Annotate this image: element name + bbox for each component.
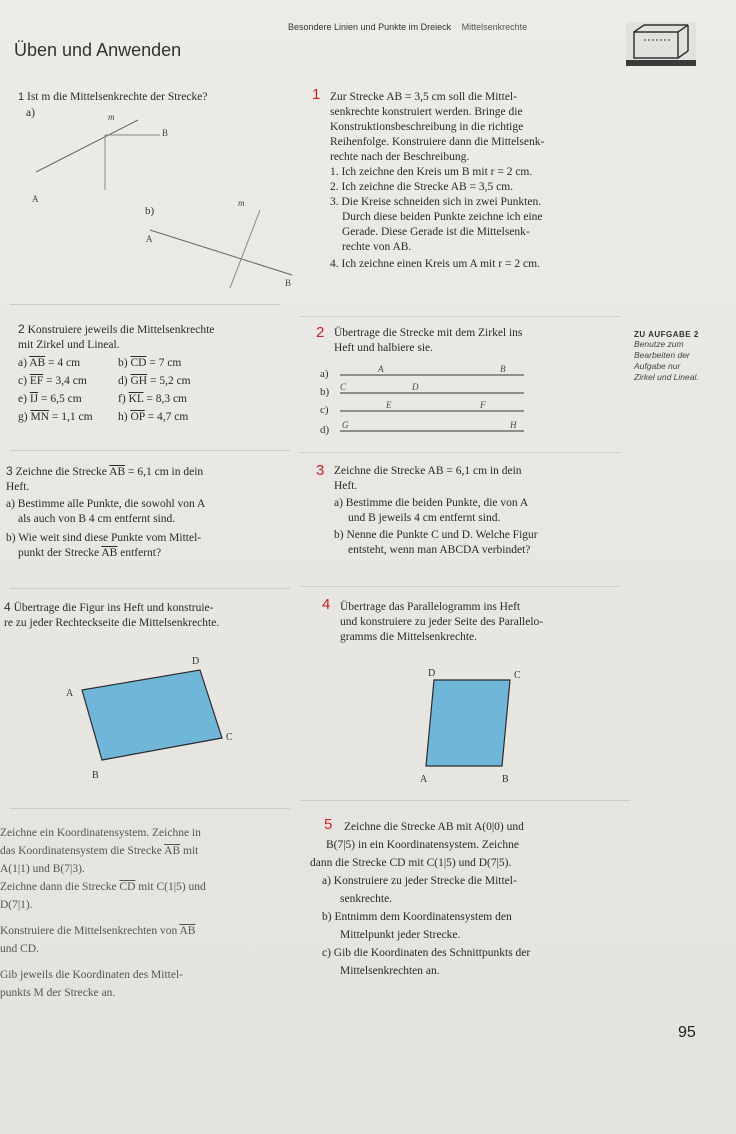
left-ex2-number: 2 — [18, 322, 25, 336]
left-ex3-b1: b) Wie weit sind diese Punkte vom Mittel- — [6, 532, 202, 544]
left-ex4-number: 4 — [4, 600, 11, 614]
svg-text:m: m — [238, 198, 245, 208]
left-ex4-c-label: C — [226, 732, 233, 743]
left-ex2-line1: Konstruiere jeweils die Mittelsenkrechte — [27, 324, 215, 336]
left-ex1-a-point: A — [32, 194, 39, 204]
right-ex2-segments — [318, 362, 538, 440]
left-ex5-line9: punkts M der Strecke an. — [0, 987, 116, 999]
svg-text:H: H — [510, 420, 517, 430]
page-number: 95 — [678, 1024, 696, 1041]
side-note-heading: ZU AUFGABE 2 — [634, 330, 699, 339]
left-ex4-a-label: A — [66, 688, 74, 699]
chapter-title: Besondere Linien und Punkte im Dreieck — [288, 22, 452, 32]
right-ex2-number: 2 — [316, 324, 325, 341]
chapter-header — [288, 22, 527, 32]
svg-text:A: A — [378, 364, 384, 374]
left-ex2 — [18, 322, 298, 353]
svg-text:B: B — [285, 278, 292, 288]
right-ex5: Zeichne die Strecke AB mit A(0|0) und B(7|5) in ein Koordinatensystem. Zeichne dann die Strecke CD mit C(1|5) und D(7|5). a) Konstruiere zu jeder Strecke die Mittel- senkrechte. b) Entnimm dem Koordinatensystem den Mittelpunkt jeder Strecke. c) Gib die Koordinaten des Schnittpunkts der Mittelsenkrechten an. — [310, 821, 531, 977]
left-ex2-item-a: a) $\overline{AB} = 4$ cm — [18, 357, 81, 369]
right-ex4: Übertrage das Parallelogramm ins Heft und konstruiere zu jeder Seite des Parallelo- gramms die Mittelsenkrechte. — [340, 601, 544, 643]
right-ex4-parallelogram-figure — [414, 666, 544, 790]
left-ex2-item-e: e) $\overline{IJ} = 6,5$ cm — [18, 393, 82, 405]
svg-text:d): d) — [320, 424, 330, 436]
left-ex4-d-label: D — [192, 656, 200, 667]
svg-text:c): c) — [320, 404, 329, 416]
left-ex4: 4 Übertrage die Figur ins Heft und konstruie- re zu jeder Rechteckseite die Mittelsenkrechte. — [4, 600, 304, 631]
left-ex2-item-h: h) $\overline{OP} = 4,7$ cm — [118, 411, 189, 423]
left-ex5: Zeichne ein Koordinatensystem. Zeichne in das Koordinatensystem die Strecke $\overline{AB}$ mit A(1|1) und B(7|3). Zeichne dann die Strecke $\overline{CD}$ mit C(1|5) und D(7|1). Konstruiere die Mittelsenkrechten von $\overline{AB}$ und CD. Gib jeweils die Koordinaten des Mittel- punkts M der Strecke an. — [0, 824, 310, 1002]
section-title: Mittelsenkrechte — [461, 22, 528, 32]
left-ex2-item-d: d) $\overline{GH} = 5,2$ cm — [118, 375, 191, 387]
left-ex2-item-f: f) $\overline{KL} = 8,3$ cm — [118, 393, 187, 405]
right-ex2: Übertrage die Strecke mit dem Zirkel ins Heft und halbiere sie. — [334, 327, 523, 354]
svg-text:C: C — [340, 382, 347, 392]
left-ex5-line3: A(1|1) und B(7|3). — [0, 863, 85, 875]
svg-text:E: E — [386, 400, 392, 410]
right-ex1: Zur Strecke AB = 3,5 cm soll die Mittel- senkrechte konstruiert werden. Bringe die Konstruktionsbeschreibung in die richtige Reihenfolge. Konstruiere dann die Mittelsenk- rechte nach der Beschreibung. 1. Ich zeichne den Kreis um B mit r = 2 cm. 2. Ich zeichne die Strecke AB = 3,5 cm. 3. Die Kreise schneiden sich in zwei Punkten. Durch diese beiden Punkte zeichne ich eine Gerade. Diese Gerade ist die Mittelsenk- rechte von AB. 4. Ich zeichne einen Kreis um A mit r = 2 cm. — [330, 91, 545, 270]
left-ex1 — [18, 90, 288, 105]
right-ex5-number: 5 — [324, 816, 333, 833]
svg-text:D: D — [412, 382, 419, 392]
right-ex4-a-label: A — [420, 774, 428, 785]
svg-text:B: B — [500, 364, 506, 374]
left-ex1-number: 1 — [18, 91, 25, 103]
left-ex4-line2: re zu jeder Rechteckseite die Mittelsenkrechte. — [4, 617, 220, 629]
svg-text:G: G — [342, 420, 349, 430]
left-ex5-line5: D(7|1). — [0, 899, 33, 911]
right-ex4-d-label: D — [428, 668, 436, 679]
left-ex3-a2: als auch von B 4 cm entfernt sind. — [18, 513, 176, 525]
side-note: ZU AUFGABE 2 Benutze zum Bearbeiten der Aufgabe nur Zirkel und Lineal. — [634, 330, 734, 383]
left-ex3: 3 Zeichne die Strecke $\overline{AB} = 6,1$ cm in dein Heft. a) Bestimme alle Punkte, die sowohl von A als auch von B 4 cm entfernt sind. b) Wie weit sind diese Punkte vom Mittel- punkt der Strecke $\overline{AB}$ entfernt? — [6, 464, 296, 561]
left-ex2-line2: mit Zirkel und Lineal. — [18, 339, 120, 351]
right-ex4-number: 4 — [322, 596, 331, 613]
page-title: Üben und Anwenden — [14, 40, 182, 60]
right-ex3-number: 3 — [316, 462, 325, 479]
left-ex4-rectangle-figure — [60, 650, 250, 800]
left-ex5-line8: Gib jeweils die Koordinaten des Mittel- — [0, 969, 184, 981]
left-ex1-b-label: b) — [145, 205, 155, 217]
svg-text:F: F — [480, 400, 486, 410]
left-ex5-line1: Zeichne ein Koordinatensystem. Zeichne in — [0, 827, 201, 839]
left-ex2-items — [18, 356, 298, 425]
right-ex3: Zeichne die Strecke AB = 6,1 cm in dein Heft. a) Bestimme die beiden Punkte, die von A und B jeweils 4 cm entfernt sind. b) Nenne die Punkte C und D. Welche Figur entsteht, wenn man ABCDA verbindet? — [334, 465, 538, 556]
left-ex1-figures — [30, 110, 300, 290]
right-ex4-c-label: C — [514, 670, 521, 681]
left-ex2-item-b: b) $\overline{CD} = 7$ cm — [118, 357, 182, 369]
left-ex1-b-point: B — [162, 128, 169, 138]
left-ex1-m-label: m — [108, 112, 115, 122]
left-ex4-b-label: B — [92, 770, 99, 781]
right-ex4-b-label: B — [502, 774, 509, 785]
svg-text:a): a) — [320, 368, 329, 380]
left-ex1-a-label: a) — [26, 107, 35, 119]
left-ex5-line7: und CD. — [0, 943, 39, 955]
left-ex3-line2: Heft. — [6, 481, 30, 493]
left-ex2-item-c: c) $\overline{EF} = 3,4$ cm — [18, 375, 87, 387]
svg-text:b): b) — [320, 386, 330, 398]
left-ex3-a1: a) Bestimme alle Punkte, die sowohl von A — [6, 498, 206, 510]
right-ex1-number: 1 — [312, 86, 321, 103]
box-logo-icon — [626, 22, 696, 66]
svg-text:A: A — [146, 234, 153, 244]
left-ex1-text: Ist m die Mittelsenkrechte der Strecke? — [27, 91, 208, 103]
left-ex2-item-g: g) $\overline{MN} = 1,1$ cm — [18, 411, 93, 423]
left-ex3-number: 3 — [6, 464, 13, 478]
